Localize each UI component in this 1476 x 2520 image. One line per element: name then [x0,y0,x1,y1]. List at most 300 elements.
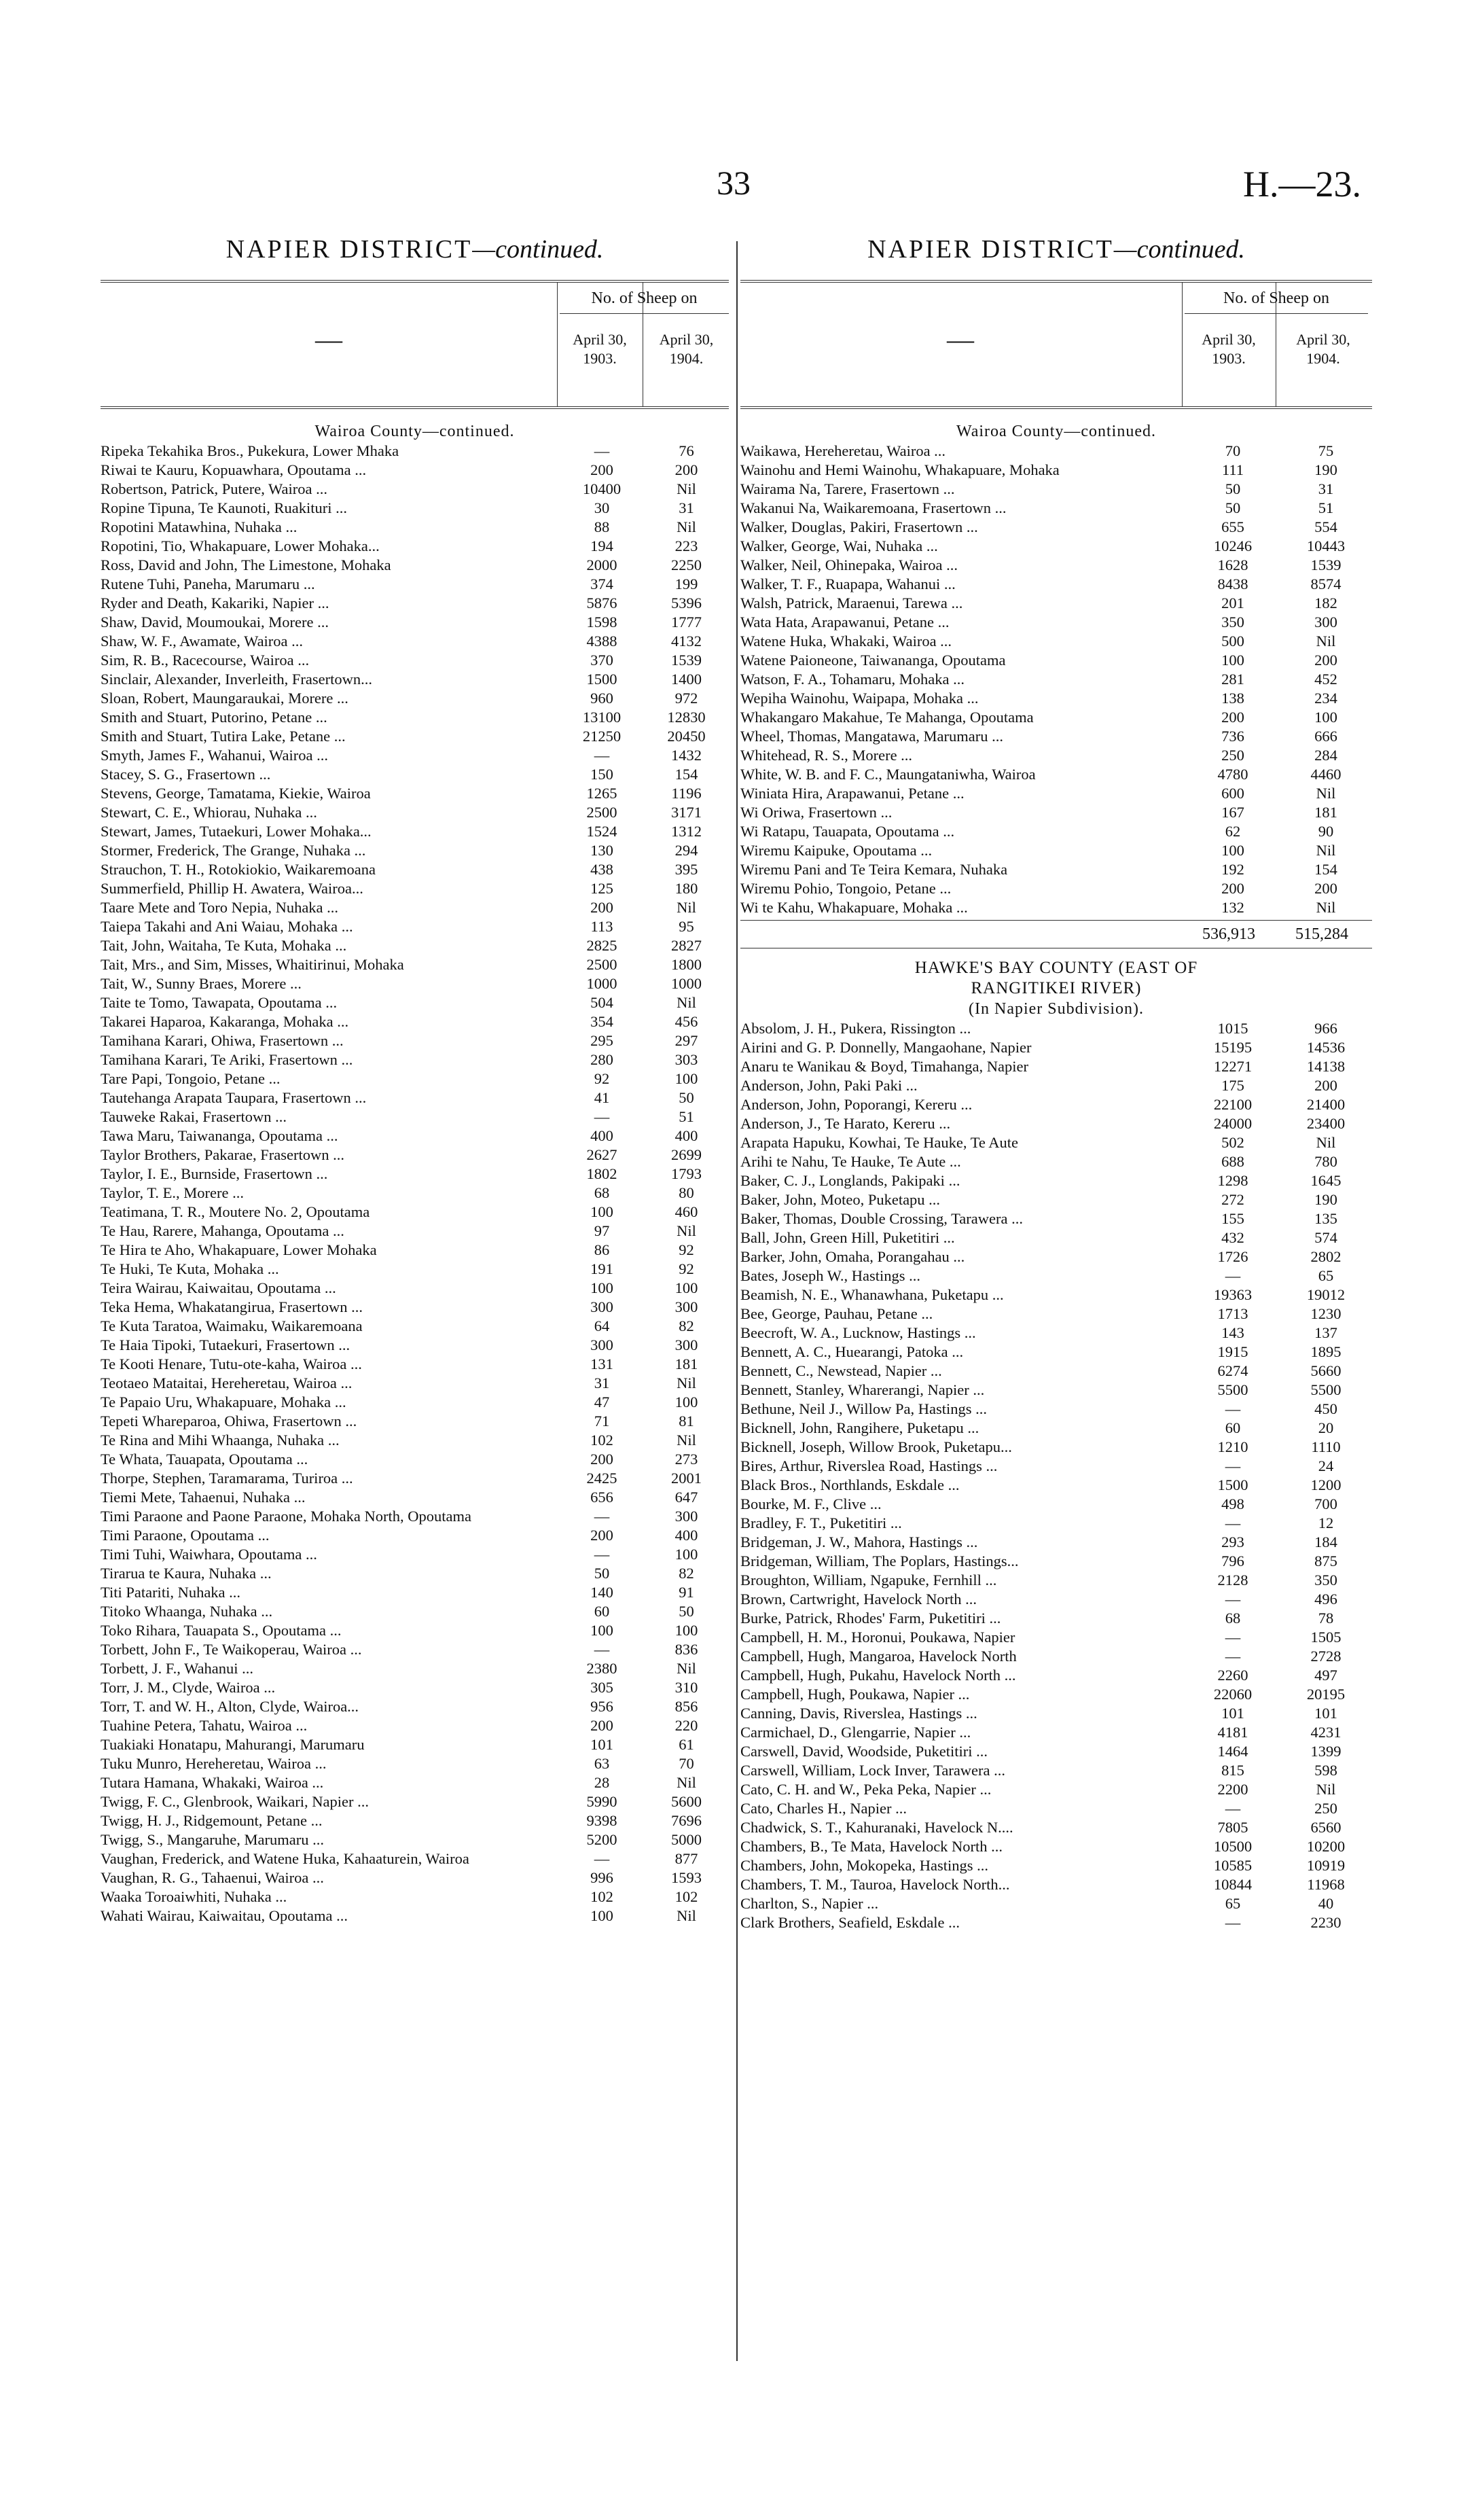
sheep-1904: 250 [1314,1800,1337,1817]
sheep-1904: 50 [679,1603,694,1620]
holder-name: Stevens, George, Tamatama, Kiekie, Wairoa [101,785,371,802]
sheep-1903: 111 [1221,461,1244,478]
sheep-1904: 50 [679,1089,694,1106]
holder-name: Bennett, A. C., Huearangi, Patoka ... [740,1343,964,1360]
table-row [740,594,1372,613]
sheep-1903: 92 [594,1070,610,1087]
table-row [101,1830,729,1849]
table-row [740,1780,1372,1799]
table-row [740,1495,1372,1514]
holder-name: Vaughan, Frederick, and Watene Huka, Kahaaturein, Wairoa [101,1850,469,1867]
holder-name: Ropotini Matawhina, Nuhaka ... [101,518,298,535]
table-row [740,575,1372,594]
holder-name: Chambers, T. M., Tauroa, Havelock North... [740,1876,1010,1893]
holder-name: Wi Ratapu, Tauapata, Opoutama ... [740,823,955,840]
sheep-1904: 100 [674,1394,698,1410]
holder-name: Teira Wairau, Kaiwaitau, Opoutama ... [101,1279,336,1296]
sheep-1903: 1210 [1217,1438,1248,1455]
sheep-1904: 51 [679,1108,694,1125]
holder-name: Baker, John, Moteo, Puketapu ... [740,1191,941,1208]
table-row [101,1146,729,1165]
table-row [101,1868,729,1887]
holder-name: Te Hira te Aho, Whakapuare, Lower Mohaka [101,1241,377,1258]
sheep-1904: 1800 [671,956,702,973]
sheep-1903: 60 [1225,1419,1241,1436]
table-row [101,1545,729,1564]
holder-name: Arihi te Nahu, Te Hauke, Te Aute ... [740,1153,961,1170]
holder-name: Twigg, H. J., Ridgemount, Petane ... [101,1812,323,1829]
holder-name: Vaughan, R. G., Tahaenui, Wairoa ... [101,1869,324,1886]
table-row [740,803,1372,822]
holder-name: Campbell, Hugh, Poukawa, Napier ... [740,1686,970,1703]
table-row [101,1602,729,1621]
holder-name: Carmichael, D., Glengarrie, Napier ... [740,1724,971,1741]
table-row [740,1571,1372,1590]
right-column [740,280,1372,1932]
table-row [101,1393,729,1412]
holder-name: Carswell, David, Woodside, Puketitiri ... [740,1743,988,1760]
sheep-1904: 836 [674,1641,698,1658]
sheep-1904: 76 [679,442,694,459]
holder-name: Tuahine Petera, Tahatu, Wairoa ... [101,1717,308,1734]
sheep-1903: 996 [590,1869,613,1886]
sheep-1904: 452 [1314,671,1337,688]
table-row [740,1114,1372,1133]
sheep-1904: 95 [679,918,694,935]
sheep-1904: 460 [674,1203,698,1220]
sheep-1904: 5600 [671,1793,702,1810]
holder-name: Wiremu Pani and Te Teira Kemara, Nuhaka [740,861,1008,878]
total-1904: 515,284 [1295,925,1348,943]
table-row [101,518,729,537]
sheep-1903: 68 [1225,1610,1241,1627]
table-row [101,1526,729,1545]
sheep-1903: 2260 [1217,1667,1248,1684]
holder-name: Torr, T. and W. H., Alton, Clyde, Wairoa... [101,1698,359,1715]
holder-name: Ropotini, Tio, Whakapuare, Lower Mohaka... [101,537,380,554]
table-row [101,822,729,841]
table-row [740,1818,1372,1837]
sheep-1903: 50 [1225,480,1241,497]
holder-name: Stormer, Frederick, The Grange, Nuhaka ... [101,842,366,859]
sheep-1904: 11968 [1307,1876,1345,1893]
table-row [101,860,729,879]
sheep-1903: 70 [1225,442,1241,459]
holder-name: Robertson, Patrick, Putere, Wairoa ... [101,480,327,497]
sheep-1903: — [594,442,610,459]
sheep-1904: 10919 [1306,1857,1346,1874]
sheep-1904: 1200 [1310,1476,1342,1493]
table-row [101,1431,729,1450]
table-row [101,1031,729,1050]
table-row [740,651,1372,670]
sheep-1904: Nil [1316,1134,1336,1151]
table-row [101,1412,729,1431]
sheep-1903: — [594,1641,610,1658]
sheep-1904: 666 [1314,728,1337,745]
holder-name: Taiepa Takahi and Ani Waiau, Mohaka ... [101,918,353,935]
table-row [740,1875,1372,1894]
sheep-1903: 8438 [1217,575,1248,592]
sheep-1904: 400 [674,1527,698,1544]
sheep-1903: 300 [590,1336,613,1353]
holder-name: Bradley, F. T., Puketitiri ... [740,1514,902,1531]
sheep-1904: Nil [677,1774,696,1791]
table-row [740,1799,1372,1818]
table-row [740,1419,1372,1438]
right-heading-suffix: —continued. [1113,235,1245,264]
sheep-1904: 2250 [671,556,702,573]
holder-name: Bennett, Stanley, Wharerangi, Napier ... [740,1381,985,1398]
table-row [101,1088,729,1107]
holder-name: Smith and Stuart, Putorino, Petane ... [101,709,327,726]
total-label [740,921,1182,948]
table-row [101,1507,729,1526]
holder-name: Ropine Tipuna, Te Kaunoti, Ruakituri ... [101,499,348,516]
table-row [101,879,729,898]
sheep-1904: 1539 [671,652,702,669]
holder-name: Strauchon, T. H., Rotokiokio, Waikaremoana [101,861,376,878]
sheep-1903: 97 [594,1222,610,1239]
sheep-1903: 956 [590,1698,613,1715]
table-row [740,461,1372,480]
right-rows-wairoa [740,442,1372,917]
table-row [101,1849,729,1868]
left-table-header [101,280,729,409]
sheep-1904: 100 [674,1622,698,1639]
sheep-1904: 137 [1314,1324,1337,1341]
sheep-1903: 281 [1221,671,1244,688]
holder-name: Wahati Wairau, Kaiwaitau, Opoutama ... [101,1907,348,1924]
sheep-1903: 4388 [586,633,617,650]
table-row [101,1184,729,1203]
sheep-1903: 498 [1221,1495,1244,1512]
table-row [101,1621,729,1640]
holder-name: Beecroft, W. A., Lucknow, Hastings ... [740,1324,976,1341]
sheep-1903: 130 [590,842,613,859]
table-row [740,746,1372,765]
sheep-1904: 31 [1318,480,1334,497]
table-row [740,537,1372,556]
sheep-1903: 65 [1225,1895,1241,1912]
holder-name: Ripeka Tekahika Bros., Pukekura, Lower Mhaka [101,442,399,459]
table-row [101,1012,729,1031]
sheep-1903: 688 [1221,1153,1244,1170]
sheep-1904: 300 [674,1336,698,1353]
holder-name: Shaw, David, Moumoukai, Morere ... [101,614,329,631]
sheep-1904: 200 [674,461,698,478]
table-row [740,1190,1372,1209]
holder-name: Campbell, H. M., Horonui, Poukawa, Napier [740,1629,1015,1646]
holder-name: Chadwick, S. T., Kahuranaki, Havelock N.... [740,1819,1013,1836]
sheep-1904: 91 [679,1584,694,1601]
right-rows-hawkes-bay [740,1019,1372,1932]
sheep-1904: 61 [679,1736,694,1753]
sheep-1903: 504 [590,994,613,1011]
holder-name: Tiemi Mete, Tahaenui, Nuhaka ... [101,1489,306,1506]
sheep-1904: 180 [674,880,698,897]
table-row [101,575,729,594]
holder-name: Te Kuta Taratoa, Waimaku, Waikaremoana [101,1317,363,1334]
holder-name: Rutene Tuhi, Paneha, Marumaru ... [101,575,315,592]
sheep-1904: 102 [674,1888,698,1905]
table-row [740,1552,1372,1571]
sheep-1904: 19012 [1306,1286,1346,1303]
sheep-1903: 7805 [1217,1819,1248,1836]
holder-name: Wepiha Wainohu, Waipapa, Mohaka ... [740,690,979,707]
sheep-1904: Nil [677,1907,696,1924]
sheep-1903: 5876 [586,594,617,611]
holder-name: Anderson, J., Te Harato, Kereru ... [740,1115,951,1132]
table-row [740,632,1372,651]
table-row [101,1165,729,1184]
table-row [101,1488,729,1507]
column-separator [736,241,738,2361]
table-row [740,1038,1372,1057]
sheep-1904: Nil [677,518,696,535]
left-heading [101,234,729,264]
holder-name: Titi Patariti, Nuhaka ... [101,1584,241,1601]
holder-name: Ball, John, Green Hill, Puketitiri ... [740,1229,955,1246]
holder-name: Carswell, William, Lock Inver, Tarawera ... [740,1762,1006,1779]
table-row [101,898,729,917]
sheep-1903: 191 [590,1260,613,1277]
sheep-1904: 234 [1314,690,1337,707]
table-row [101,1678,729,1697]
sheep-1904: 300 [674,1298,698,1315]
sheep-1904: 4231 [1310,1724,1342,1741]
sheep-1904: 700 [1314,1495,1337,1512]
sheep-1904: 5660 [1310,1362,1342,1379]
sheep-1903: — [1225,1514,1241,1531]
table-row [101,993,729,1012]
holder-name: Timi Paraone and Paone Paraone, Mohaka North, Opoutama [101,1508,471,1525]
table-row [740,1285,1372,1305]
sheep-1903: 6274 [1217,1362,1248,1379]
sheep-1904: 100 [674,1279,698,1296]
holder-name: Taite te Tomo, Tawapata, Opoutama ... [101,994,338,1011]
holder-name: Waikawa, Hereheretau, Wairoa ... [740,442,946,459]
table-row [740,879,1372,898]
table-row [101,1697,729,1716]
sheep-1904: 80 [679,1184,694,1201]
table-row [101,1317,729,1336]
table-row [101,1107,729,1126]
sheep-1904: 2001 [671,1470,702,1487]
sheep-1903: — [1225,1267,1241,1284]
table-row [740,1381,1372,1400]
holder-name: Tawa Maru, Taiwananga, Opoutama ... [101,1127,338,1144]
sheep-1904: 31 [679,499,694,516]
sheep-1903: 2425 [586,1470,617,1487]
sheep-1904: 598 [1314,1762,1337,1779]
holder-name: Walker, T. F., Ruapapa, Wahanui ... [740,575,956,592]
sheep-1903: 100 [1221,842,1244,859]
sheep-1904: 20450 [667,728,706,745]
sheep-1903: 22100 [1213,1096,1253,1113]
sheep-1904: 100 [1314,709,1337,726]
holder-name: Thorpe, Stephen, Taramarama, Turiroa ... [101,1470,353,1487]
sheep-1903: 1598 [586,614,617,631]
holder-name: Whitehead, R. S., Morere ... [740,747,913,764]
table-row [740,1362,1372,1381]
sheep-1904: 135 [1314,1210,1337,1227]
table-row [740,1476,1372,1495]
sheep-1904: 65 [1318,1267,1334,1284]
sheep-1903: — [1225,1457,1241,1474]
total-1903: 536,913 [1202,925,1255,943]
table-row [101,613,729,632]
holder-name: Broughton, William, Ngapuke, Fernhill ... [740,1572,997,1589]
sheep-1904: 4460 [1310,766,1342,783]
sheep-1903: 305 [590,1679,613,1696]
sheep-1903: — [594,1508,610,1525]
sheep-1903: 1726 [1217,1248,1248,1265]
sheep-1903: 10585 [1213,1857,1253,1874]
table-row [740,1723,1372,1742]
sheep-1903: 736 [1221,728,1244,745]
right-rows [740,409,1372,1932]
table-row [740,1343,1372,1362]
sheep-1904: Nil [677,1432,696,1449]
sheep-1904: 223 [674,537,698,554]
holder-name: Bates, Joseph W., Hastings ... [740,1267,921,1284]
sheep-1904: 2728 [1310,1648,1342,1665]
sheep-1903: 200 [590,1527,613,1544]
holder-name: Tirarua te Kaura, Nuhaka ... [101,1565,272,1582]
sheep-1903: 1464 [1217,1743,1248,1760]
sheep-1904: 8574 [1310,575,1342,592]
holder-name: Walsh, Patrick, Maraenui, Tarewa ... [740,594,963,611]
sheep-1903: 2200 [1217,1781,1248,1798]
holder-name: Riwai te Kauru, Kopuawhara, Opoutama ... [101,461,367,478]
sheep-1904: 310 [674,1679,698,1696]
sheep-1903: 113 [590,918,613,935]
sheep-1903: 131 [590,1355,613,1372]
sheep-1904: 5000 [671,1831,702,1848]
holder-name: Timi Tuhi, Waiwhara, Opoutama ... [101,1546,317,1563]
sheep-1904: 181 [674,1355,698,1372]
sheep-1903: 500 [1221,633,1244,650]
sheep-1904: 10443 [1306,537,1346,554]
holder-name: Te Whata, Tauapata, Opoutama ... [101,1451,308,1468]
table-row [740,1152,1372,1171]
sheep-1903: 22060 [1213,1686,1253,1703]
table-row [740,1324,1372,1343]
sheep-1903: 100 [590,1622,613,1639]
sheep-1904: 856 [674,1698,698,1715]
left-name-col-header: — [315,324,342,355]
holder-name: Cato, C. H. and W., Peka Peka, Napier ... [740,1781,992,1798]
holder-name: Baker, Thomas, Double Crossing, Tarawera ... [740,1210,1023,1227]
table-row [101,556,729,575]
sheep-1904: 875 [1314,1552,1337,1569]
sheep-1903: 50 [594,1565,610,1582]
table-row [101,1811,729,1830]
table-row [740,670,1372,689]
table-row [101,1906,729,1926]
holder-name: Summerfield, Phillip H. Awatera, Wairoa... [101,880,363,897]
sheep-1904: 200 [1314,1077,1337,1094]
sheep-1903: 167 [1221,804,1244,821]
sheep-1904: Nil [677,899,696,916]
holder-name: Burke, Patrick, Rhodes' Farm, Puketitiri ... [740,1610,1001,1627]
holder-name: Wiremu Kaipuke, Opoutama ... [740,842,933,859]
sheep-1903: 2500 [586,956,617,973]
holder-name: Timi Paraone, Opoutama ... [101,1527,270,1544]
left-section-title: Wairoa County—continued. [314,423,515,440]
table-row [101,1069,729,1088]
sheep-1904: 297 [674,1032,698,1049]
sheep-1903: 400 [590,1127,613,1144]
sheep-1904: Nil [677,1660,696,1677]
table-row [740,898,1372,917]
sheep-1903: 64 [594,1317,610,1334]
table-row [740,1019,1372,1038]
hawkes-bay-section-line1: HAWKE'S BAY COUNTY (EAST OF [914,959,1198,977]
table-row [101,651,729,670]
table-row [101,727,729,746]
page-number: 33 [717,164,751,202]
sheep-1903: 100 [590,1907,613,1924]
sheep-1903: 175 [1221,1077,1244,1094]
sheep-1904: 1777 [671,614,702,631]
table-row [740,1076,1372,1095]
table-row [740,518,1372,537]
right-header-rule [1182,283,1183,406]
holder-name: Bicknell, Joseph, Willow Brook, Puketapu... [740,1438,1012,1455]
sheep-1904: 181 [1314,804,1337,821]
sheep-1904: 40 [1318,1895,1334,1912]
holder-name: Waaka Toroaiwhiti, Nuhaka ... [101,1888,287,1905]
sheep-1904: 1793 [671,1165,702,1182]
sheep-1903: 10246 [1213,537,1253,554]
table-row [740,556,1372,575]
sheep-1904: 5396 [671,594,702,611]
holder-name: Stewart, C. E., Whiorau, Nuhaka ... [101,804,317,821]
right-col1-header: April 30, 1903. [1202,331,1256,367]
table-row [740,860,1372,879]
holder-name: Bridgeman, William, The Poplars, Hastings... [740,1552,1019,1569]
sheep-1903: 796 [1221,1552,1244,1569]
sheep-1904: Nil [677,994,696,1011]
sheep-1903: 5990 [586,1793,617,1810]
holder-name: Taylor, I. E., Burnside, Frasertown ... [101,1165,328,1182]
holder-name: Absolom, J. H., Pukera, Rissington ... [740,1020,971,1037]
sheep-1904: 1312 [671,823,702,840]
holder-name: Black Bros., Northlands, Eskdale ... [740,1476,960,1493]
table-row [101,1450,729,1469]
sheep-1903: 125 [590,880,613,897]
table-row [101,803,729,822]
sheep-1903: 1713 [1217,1305,1248,1322]
holder-name: Sloan, Robert, Maungaraukai, Morere ... [101,690,348,707]
sheep-1903: 200 [590,899,613,916]
hawkes-bay-section-subtitle: (In Napier Subdivision). [969,1000,1144,1018]
holder-name: Torbett, John F., Te Waikoperau, Wairoa ... [101,1641,362,1658]
sheep-1903: 600 [1221,785,1244,802]
sheep-1903: 101 [590,1736,613,1753]
table-row [101,1659,729,1678]
table-row [101,1564,729,1583]
sheep-1904: 90 [1318,823,1334,840]
sheep-1904: 1505 [1310,1629,1342,1646]
sheep-1903: 295 [590,1032,613,1049]
sheep-1903: 370 [590,652,613,669]
holder-name: Shaw, W. F., Awamate, Wairoa ... [101,633,304,650]
sheep-1903: 1500 [1217,1476,1248,1493]
sheep-1903: 102 [590,1432,613,1449]
